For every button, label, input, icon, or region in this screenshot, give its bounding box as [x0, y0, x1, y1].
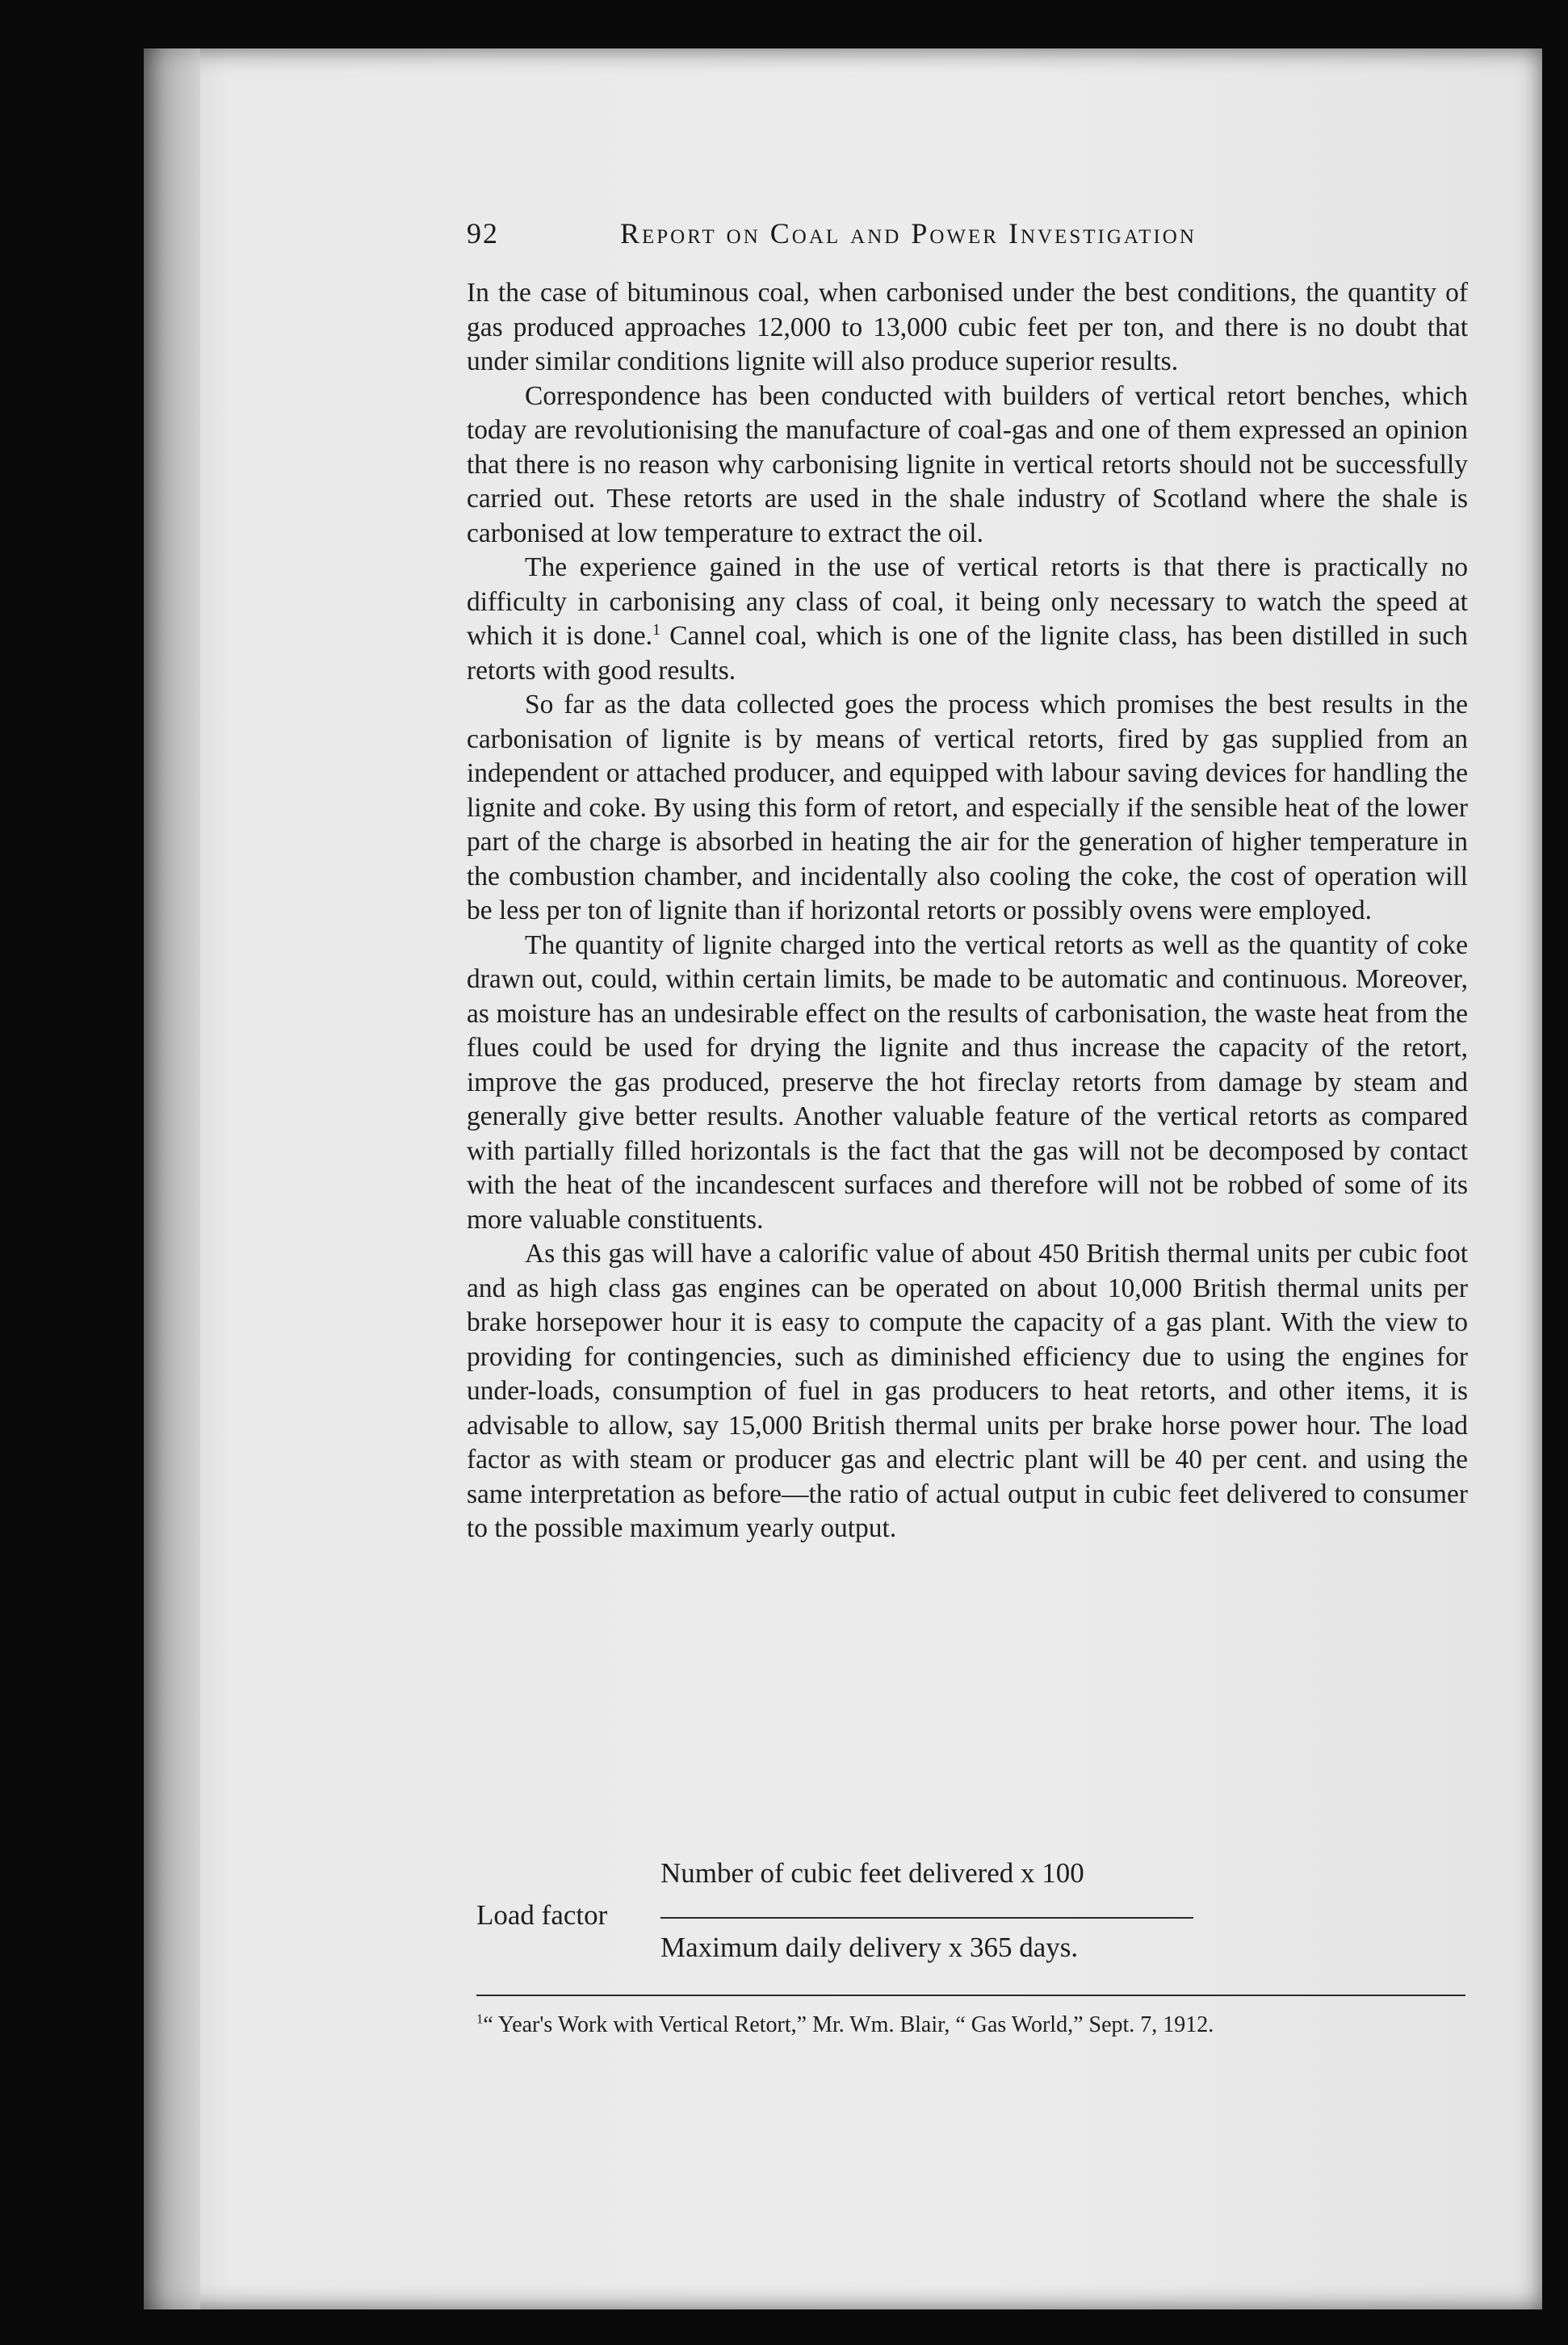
footnote — [476, 2009, 1465, 2041]
running-header — [467, 216, 1302, 250]
footnote-mark: 1 — [476, 2011, 484, 2027]
paragraph-6: As this gas will have a calorific value of about 450 British thermal units per cubic foot and as high class gas engines can be operated on about 10,000 British thermal units per brake horsepower hour it is easy to compute the capacity of a gas plant. With the view to providing for contingencies, such as diminished efficiency due to using the engines for under-loads, consumption of fuel in gas producers to heat retorts, and other items, it is advisable to allow, say 15,000 British thermal units per brake horse power hour. The load factor as with steam or producer gas and electric plant will be 40 per cent. and using the same interpretation as before—the ratio of actual output in cubic feet delivered to consumer to the possible maximum yearly output. — [467, 1239, 1468, 1543]
formula-numerator: Number of cubic feet delivered x 100 — [660, 1857, 1084, 1889]
paragraph-3 — [467, 551, 1468, 688]
paragraph-3-text: The experience gained in the use of vertical retorts is that there is practically no difficulty in carbonising any class of coal, it being only necessary to watch the speed at which it is done. — [467, 552, 1468, 651]
footnote-reference: 1 — [652, 620, 661, 639]
paragraph-3-continuation: Cannel coal, which is one of the lignite class, has been distilled in such retorts with good results. — [467, 621, 1468, 686]
footnote-text: “ Year's Work with Vertical Retort,” Mr. Wm. Blair, “ Gas World,” Sept. 7, 1912. — [483, 2012, 1214, 2037]
fraction-bar — [660, 1917, 1193, 1919]
running-title: Report on Coal and Power Investigation — [620, 217, 1197, 250]
paragraph-4: So far as the data collected goes the process which promises the best results in the carbonisation of lignite is by means of vertical retorts, fired by gas supplied from an independent or attached producer, and equipped with labour saving devices for handling the lignite and coke. By using this form of retort, and especially if the sensible heat of the lower part of the charge is absorbed in heating the air for the generation of higher temperature in the combustion chamber, and incidentally also cooling the coke, the cost of operation will be less per ton of lignite than if horizontal retorts or possibly ovens were employed. — [467, 690, 1468, 925]
load-factor-formula — [476, 1857, 1284, 1970]
formula-label: Load factor — [476, 1899, 608, 1931]
body-text — [467, 276, 1468, 1546]
page-number: 92 — [467, 217, 499, 250]
page-spine-shadow — [144, 48, 200, 2309]
paragraph-5: The quantity of lignite charged into the vertical retorts as well as the quantity of coke drawn out, could, within certain limits, be made to be automatic and continuous. Moreover, as moisture has an undesirable effect on the results of carbonisation, the waste heat from the flues could be used for drying the lignite and thus increase the capacity of the retort, improve the gas produced, preserve the hot fireclay retorts from damage by steam and generally give better results. Another valuable feature of the vertical retorts as compared with partially filled horizontals is the fact that the gas will not be decomposed by contact with the heat of the incandescent surfaces and therefore will not be robbed of some of its more valuable constituents. — [467, 929, 1468, 1235]
paragraph-2: Correspondence has been conducted with builders of vertical retort benches, which today are revolutionising the manufacture of coal-gas and one of them expressed an opinion that there is no reason why carbonising lignite in vertical retorts should not be successfully carried out. These retorts are used in the shale industry of Scotland where the shale is carbonised at low temperature to extract the oil. — [467, 380, 1468, 548]
formula-denominator: Maximum daily delivery x 365 days. — [660, 1932, 1079, 1963]
footnote-rule — [476, 1995, 1465, 1996]
paragraph-1: In the case of bituminous coal, when carbonised under the best conditions, the quantity of gas produced approaches 12,000 to 13,000 cubic feet per ton, and there is no doubt that under similar conditions lignite will also produce superior results. — [467, 278, 1468, 376]
